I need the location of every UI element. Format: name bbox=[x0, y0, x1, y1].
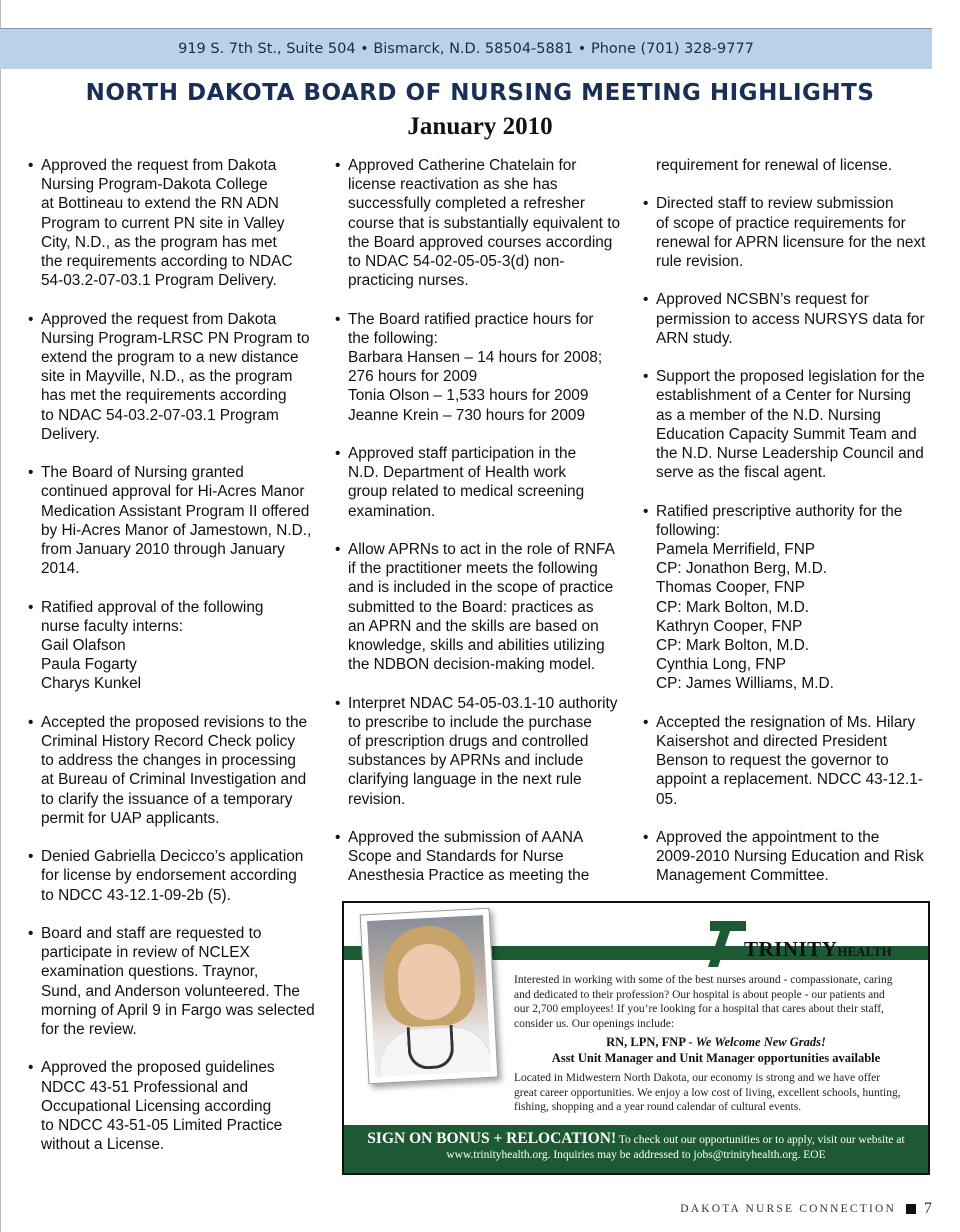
text-line: to NDCC 43-51-05 Limited Practice bbox=[41, 1117, 283, 1135]
bullet-icon: • bbox=[28, 598, 34, 616]
text-line: Criminal History Record Check policy bbox=[41, 733, 296, 751]
text-line: and is included in the scope of practice bbox=[348, 579, 614, 597]
text-line: Accepted the proposed revisions to the bbox=[41, 713, 308, 731]
text-line: Approved the request from Dakota bbox=[41, 310, 277, 328]
text-line: morning of April 9 in Fargo was selected bbox=[41, 1001, 315, 1019]
bullet-icon: • bbox=[643, 502, 649, 520]
text-line: practicing nurses. bbox=[348, 272, 469, 290]
trinity-health-ad[interactable] bbox=[342, 901, 930, 1175]
bullet-icon: • bbox=[335, 445, 341, 463]
text-line: ARN study. bbox=[656, 329, 733, 347]
list-item bbox=[28, 713, 324, 828]
ad-footer bbox=[344, 1125, 928, 1173]
text-line: following: bbox=[656, 521, 721, 539]
list-item bbox=[643, 502, 935, 694]
text-line: examination questions. Traynor, bbox=[41, 963, 259, 981]
openings-roles: RN, LPN, FNP - bbox=[606, 1035, 696, 1049]
list-item bbox=[335, 444, 631, 521]
text-line: rule revision. bbox=[656, 253, 744, 270]
text-line: Accepted the resignation of Ms. Hilary bbox=[656, 713, 916, 731]
list-item bbox=[643, 828, 935, 886]
text-line: 05. bbox=[656, 790, 678, 808]
text-line: to NDAC 54-03.2-07-03.1 Program bbox=[41, 406, 279, 424]
text-line: serve as the fiscal agent. bbox=[656, 464, 827, 482]
openings-managers: Asst Unit Manager and Unit Manager opportunities available bbox=[551, 1051, 881, 1065]
bullet-icon: • bbox=[643, 195, 649, 213]
text-line: Ratified prescriptive authority for the bbox=[656, 502, 903, 520]
ad-brand: TRINITY bbox=[744, 937, 838, 961]
text-line: renewal for APRN licensure for the next bbox=[656, 233, 926, 251]
text-line: license reactivation as she has bbox=[348, 176, 558, 194]
list-item bbox=[335, 310, 631, 425]
text-line: Kathryn Cooper, FNP bbox=[656, 617, 803, 635]
text-line: establishment of a Center for Nursing bbox=[656, 387, 911, 405]
bullet-icon: • bbox=[643, 829, 649, 847]
list-item bbox=[28, 310, 324, 444]
ad-bonus: SIGN ON BONUS + RELOCATION! bbox=[367, 1130, 617, 1147]
text-line: appoint a replacement. NDCC 43-12.1- bbox=[656, 771, 923, 789]
text-line: CP: Jonathon Berg, M.D. bbox=[656, 560, 828, 578]
text-line: the NDBON decision-making model. bbox=[348, 656, 596, 674]
text-line: site in Mayville, N.D., as the program bbox=[41, 368, 293, 386]
address-text: 919 S. 7th St., Suite 504 • Bismarck, N.D. 58504-5881 • Phone (701) 328-9777 bbox=[178, 41, 754, 57]
text-line: Approved the request from Dakota bbox=[41, 157, 277, 174]
text-line: for the review. bbox=[41, 1021, 137, 1039]
column-1-list bbox=[28, 156, 324, 1154]
text-line: to NDCC 43-12.1-09-2b (5). bbox=[41, 886, 231, 904]
text-line: Thomas Cooper, FNP bbox=[656, 579, 805, 597]
text-line: Gail Olafson bbox=[41, 637, 126, 655]
list-item bbox=[28, 156, 324, 290]
text-line: the requirements according to NDAC bbox=[41, 253, 293, 271]
text-line: Support the proposed legislation for the bbox=[656, 368, 925, 386]
text-line: of scope of practice requirements for bbox=[656, 214, 906, 232]
list-item bbox=[335, 156, 631, 290]
text-line: to prescribe to include the purchase bbox=[348, 713, 592, 731]
text-line: by Hi-Acres Manor of Jamestown, N.D., bbox=[41, 521, 312, 539]
text-line: Approved Catherine Chatelain for bbox=[348, 157, 577, 174]
page-number: 7 bbox=[924, 1200, 932, 1217]
text-line: has met the requirements according bbox=[41, 387, 287, 405]
list-item bbox=[28, 1058, 324, 1154]
text-line: Education Capacity Summit Team and bbox=[656, 425, 917, 443]
text-line: 276 hours for 2009 bbox=[348, 368, 478, 386]
text-line: Pamela Merrifield, FNP bbox=[656, 541, 816, 558]
text-line: Charys Kunkel bbox=[41, 675, 142, 693]
list-item bbox=[643, 194, 935, 271]
text-line: Ratified approval of the following bbox=[41, 598, 264, 616]
text-line: Approved NCSBN’s request for bbox=[656, 291, 869, 309]
bullet-icon: • bbox=[335, 694, 341, 712]
text-line: Allow APRNs to act in the role of RNFA bbox=[348, 541, 615, 559]
text-line: Interpret NDAC 54-05-03.1-10 authority bbox=[348, 694, 618, 712]
text-line: participate in review of NCLEX bbox=[41, 944, 250, 962]
text-line: at Bottineau to extend the RN ADN bbox=[41, 195, 279, 213]
text-line: as a member of the N.D. Nursing bbox=[656, 406, 881, 424]
text-line: Scope and Standards for Nurse bbox=[348, 848, 564, 866]
ad-contact-line[interactable]: www.trinityhealth.org. Inquiries may be addressed to jobs@trinityhealth.org. EOE bbox=[446, 1149, 826, 1161]
ad-footer-text: To check out our opportunities or to apply, visit our website at bbox=[616, 1134, 905, 1146]
ad-text-line: fishing, shopping and a year round calendar of cultural events. bbox=[514, 1101, 802, 1113]
bullet-icon: • bbox=[643, 713, 649, 731]
column-1 bbox=[28, 156, 324, 1174]
text-line: The Board ratified practice hours for bbox=[348, 310, 594, 328]
text-line: at Bureau of Criminal Investigation and bbox=[41, 771, 307, 789]
list-item bbox=[28, 847, 324, 905]
text-line: Occupational Licensing according bbox=[41, 1097, 272, 1115]
column-2 bbox=[335, 156, 631, 905]
ad-text-line: Interested in working with some of the best nurses around - compassionate, caring bbox=[514, 974, 893, 986]
text-line: Approved the appointment to the bbox=[656, 829, 880, 847]
list-item bbox=[335, 694, 631, 809]
text-line: 2009-2010 Nursing Education and Risk bbox=[656, 848, 924, 866]
text-line: Jeanne Krein – 730 hours for 2009 bbox=[348, 406, 586, 424]
text-line: course that is substantially equivalent to bbox=[348, 214, 621, 232]
text-line: the Board approved courses according bbox=[348, 233, 613, 251]
text-line: knowledge, skills and abilities utilizing bbox=[348, 637, 605, 655]
text-line: Delivery. bbox=[41, 425, 100, 443]
text-line: Medication Assistant Program II offered bbox=[41, 502, 310, 520]
column-2-list bbox=[335, 156, 631, 886]
text-line: N.D. Department of Health work bbox=[348, 464, 567, 482]
ad-intro bbox=[514, 973, 918, 1031]
text-line: Barbara Hansen – 14 hours for 2008; bbox=[348, 349, 603, 367]
list-item bbox=[643, 713, 935, 809]
page-edge-rule bbox=[0, 0, 1, 1232]
nurse-photo bbox=[360, 908, 499, 1085]
openings-new-grads: We Welcome New Grads! bbox=[695, 1035, 826, 1049]
text-line: Nursing Program-Dakota College bbox=[41, 176, 268, 194]
list-item bbox=[28, 463, 324, 578]
ad-openings bbox=[514, 1034, 918, 1066]
text-line: the N.D. Nurse Leadership Council and bbox=[656, 445, 924, 462]
text-line: an APRN and the skills are based on bbox=[348, 617, 599, 635]
bullet-icon: • bbox=[28, 157, 34, 174]
text-line: Tonia Olson – 1,533 hours for 2009 bbox=[348, 387, 589, 405]
text-line: revision. bbox=[348, 790, 406, 808]
ad-text-line: Located in Midwestern North Dakota, our economy is strong and we have offer bbox=[514, 1072, 881, 1084]
ad-location bbox=[514, 1071, 918, 1115]
text-line: examination. bbox=[348, 502, 436, 520]
bullet-icon: • bbox=[335, 829, 341, 847]
square-bullet-icon bbox=[906, 1204, 916, 1214]
text-line: substances by APRNs and include bbox=[348, 752, 584, 770]
text-line: Kaisershot and directed President bbox=[656, 733, 887, 751]
text-line: Sund, and Anderson volunteered. The bbox=[41, 982, 300, 1000]
text-line: to clarify the issuance of a temporary bbox=[41, 790, 293, 808]
text-line: The Board of Nursing granted bbox=[41, 464, 244, 482]
list-item bbox=[335, 828, 631, 886]
text-line: continued approval for Hi-Acres Manor bbox=[41, 483, 305, 501]
list-item bbox=[28, 598, 324, 694]
list-item bbox=[28, 924, 324, 1039]
text-line: group related to medical screening bbox=[348, 483, 585, 501]
page-footer bbox=[0, 1196, 932, 1222]
list-item-continuation bbox=[643, 156, 935, 175]
text-line: the following: bbox=[348, 329, 438, 347]
text-line: to address the changes in processing bbox=[41, 752, 296, 770]
bullet-icon: • bbox=[643, 291, 649, 309]
text-line: Program to current PN site in Valley bbox=[41, 214, 285, 232]
bullet-icon: • bbox=[28, 310, 34, 328]
bullet-icon: • bbox=[643, 368, 649, 386]
column-3 bbox=[643, 156, 935, 905]
page-title: NORTH DAKOTA BOARD OF NURSING MEETING HIGHLIGHTS bbox=[85, 80, 875, 106]
text-line: clarifying language in the next rule bbox=[348, 771, 582, 789]
bullet-icon: • bbox=[28, 925, 34, 943]
text-line: 54-03.2-07-03.1 Program Delivery. bbox=[41, 272, 277, 290]
ad-text-line: our 2,700 employees! If you’re looking for a hospital that cares about their staff, bbox=[514, 1003, 884, 1015]
trinity-logo-icon bbox=[708, 913, 746, 969]
bullet-icon: • bbox=[28, 1059, 34, 1077]
text-line: permission to access NURSYS data for bbox=[656, 310, 925, 328]
ad-text-line: great career opportunities. We enjoy a low cost of living, excellent schools, hunting, bbox=[514, 1086, 901, 1099]
text-line: for license by endorsement according bbox=[41, 867, 297, 885]
text-line: City, N.D., as the program has met bbox=[41, 233, 277, 251]
text-line: Approved the proposed guidelines bbox=[41, 1059, 275, 1077]
text-line: from January 2010 through January bbox=[41, 541, 285, 559]
page-subtitle: January 2010 bbox=[407, 113, 553, 140]
bullet-icon: • bbox=[28, 464, 34, 482]
column-3-list bbox=[643, 156, 935, 886]
text-line: Anesthesia Practice as meeting the bbox=[348, 867, 590, 885]
list-item bbox=[335, 540, 631, 674]
list-item bbox=[643, 367, 935, 482]
bullet-icon: • bbox=[335, 157, 341, 174]
text-line: Management Committee. bbox=[656, 867, 829, 885]
text-line: 2014. bbox=[41, 560, 80, 578]
address-bar bbox=[0, 28, 932, 69]
text-line: Approved the submission of AANA bbox=[348, 829, 584, 847]
text-line: Approved staff participation in the bbox=[348, 445, 577, 463]
text-line: successfully completed a refresher bbox=[348, 195, 585, 213]
text-line: requirement for renewal of license. bbox=[656, 157, 893, 174]
publication-name: DAKOTA NURSE CONNECTION bbox=[680, 1203, 896, 1215]
text-line: Cynthia Long, FNP bbox=[656, 656, 787, 674]
text-line: nurse faculty interns: bbox=[41, 617, 184, 635]
bullet-icon: • bbox=[335, 541, 341, 559]
bullet-icon: • bbox=[335, 310, 341, 328]
text-line: Benson to request the governor to bbox=[656, 752, 889, 770]
text-line: Board and staff are requested to bbox=[41, 925, 262, 943]
trinity-health-logo bbox=[708, 913, 918, 967]
text-line: Denied Gabriella Decicco’s application bbox=[41, 848, 304, 866]
ad-text-line: consider us. Our openings include: bbox=[514, 1017, 675, 1030]
ad-text-line: and dedicated to their profession? Our hospital is about people - our patients and bbox=[514, 988, 885, 1001]
text-line: CP: James Williams, M.D. bbox=[656, 675, 834, 693]
text-line: Directed staff to review submission bbox=[656, 195, 894, 213]
text-line: submitted to the Board: practices as bbox=[348, 598, 594, 616]
text-line: CP: Mark Bolton, M.D. bbox=[656, 598, 810, 616]
text-line: NDCC 43-51 Professional and bbox=[41, 1078, 249, 1096]
text-line: if the practitioner meets the following bbox=[348, 560, 598, 578]
bullet-icon: • bbox=[28, 848, 34, 866]
text-line: Paula Fogarty bbox=[41, 656, 137, 674]
text-line: to NDAC 54-02-05-05-3(d) non- bbox=[348, 253, 565, 271]
text-line: of prescription drugs and controlled bbox=[348, 733, 589, 751]
text-line: permit for UAP applicants. bbox=[41, 809, 220, 827]
list-item bbox=[643, 290, 935, 348]
bullet-icon: • bbox=[28, 713, 34, 731]
text-line: extend the program to a new distance bbox=[41, 349, 299, 367]
ad-brand-suffix: HEALTH bbox=[837, 944, 892, 959]
text-line: CP: Mark Bolton, M.D. bbox=[656, 637, 810, 655]
text-line: without a License. bbox=[41, 1136, 165, 1154]
text-line: Nursing Program-LRSC PN Program to bbox=[41, 329, 310, 347]
